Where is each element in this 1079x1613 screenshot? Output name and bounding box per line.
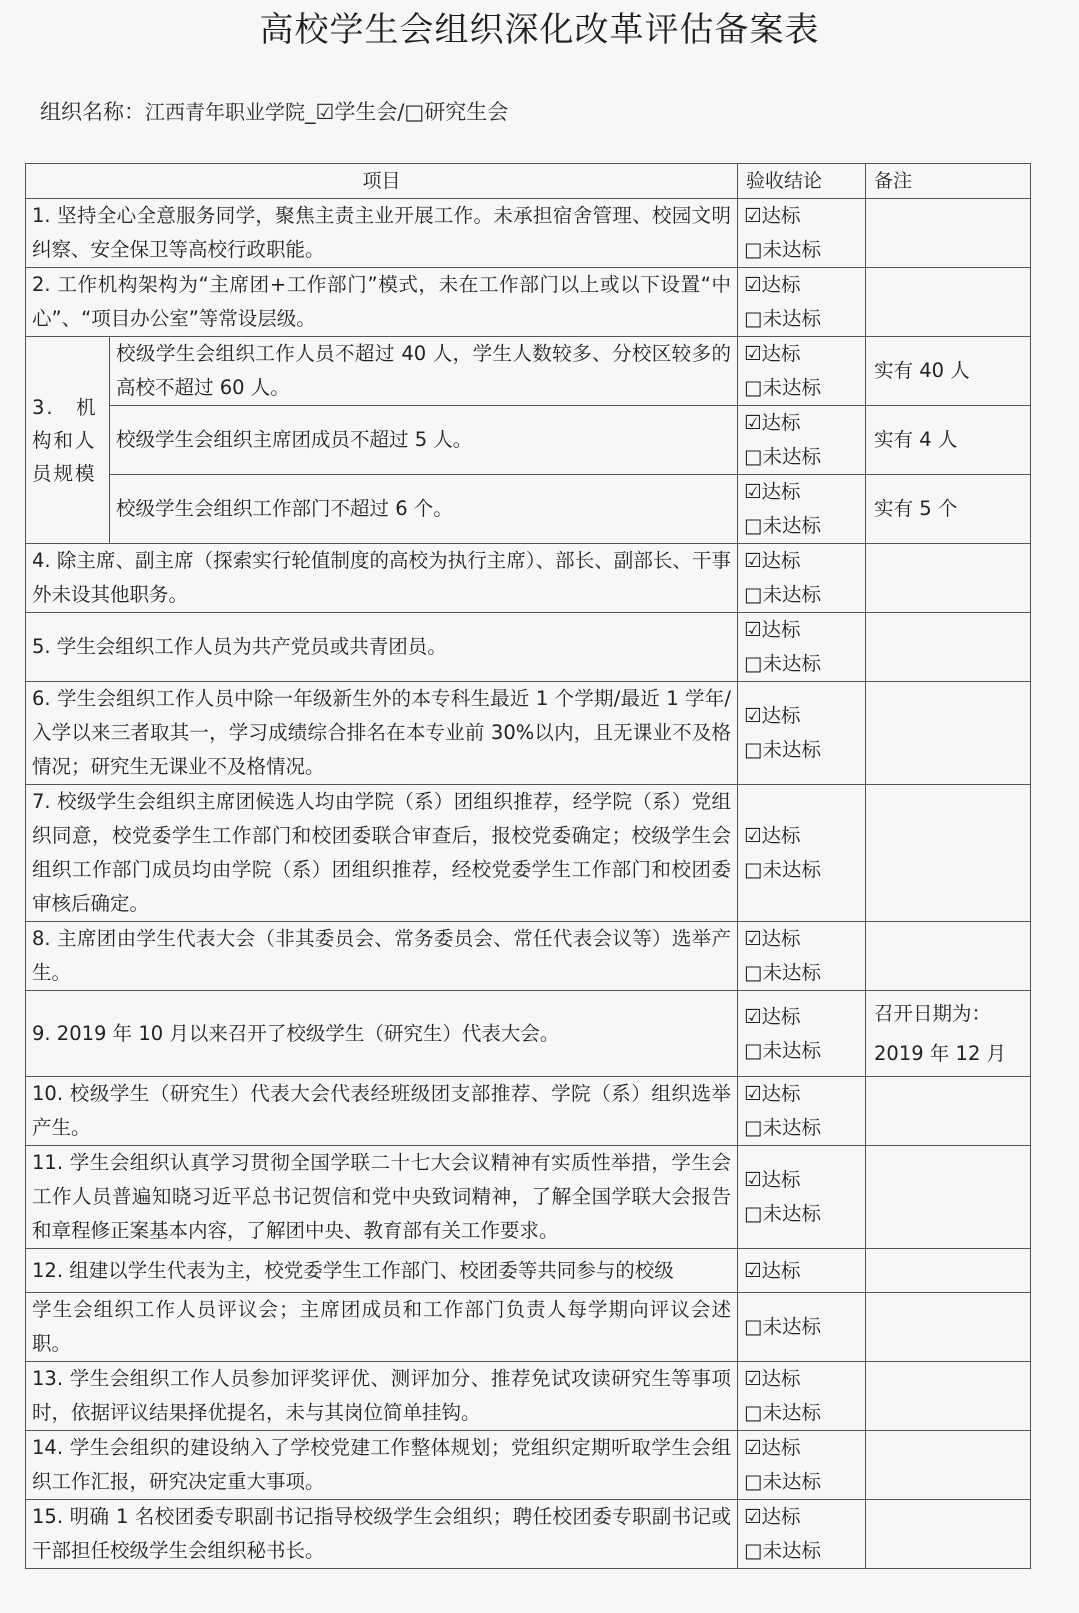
check-option-pass[interactable]: ☑达标	[744, 1082, 801, 1105]
conclusion-cell	[738, 1431, 866, 1500]
conclusion-cell	[738, 199, 866, 268]
note-cell	[866, 1146, 1031, 1249]
org-name: 江西青年职业学院	[145, 100, 305, 124]
table-row	[26, 922, 1031, 991]
check-option-fail[interactable]: □未达标	[744, 1202, 821, 1225]
check-option-pass[interactable]: ☑达标	[744, 618, 801, 641]
note-cell: 召开日期为：2019 年 12 月	[866, 991, 1031, 1077]
check-option-fail[interactable]: □未达标	[744, 961, 821, 984]
check-option-fail[interactable]: □未达标	[744, 1470, 821, 1493]
check-option-pass[interactable]: ☑达标	[744, 1367, 801, 1390]
note-cell	[866, 785, 1031, 922]
table-row	[26, 1431, 1031, 1500]
check-option-pass[interactable]: ☑达标	[744, 273, 801, 296]
check-option-pass[interactable]: ☑达标	[744, 480, 801, 503]
check-option-fail[interactable]: □未达标	[744, 1038, 821, 1062]
org-label: 组织名称：	[40, 100, 145, 124]
check-option-fail[interactable]: □未达标	[744, 858, 821, 881]
table-row	[26, 613, 1031, 682]
check-option-pass[interactable]: ☑达标	[744, 824, 801, 847]
note-cell	[866, 199, 1031, 268]
conclusion-cell	[738, 785, 866, 922]
item-text-cell: 12. 组建以学生代表为主，校党委学生工作部门、校团委等共同参与的校级	[26, 1249, 738, 1293]
note-cell	[866, 1500, 1031, 1569]
note-cell	[866, 1362, 1031, 1431]
page-title: 高校学生会组织深化改革评估备案表	[259, 10, 820, 50]
item-text-cell: 9. 2019 年 10 月以来召开了校级学生（研究生）代表大会。	[26, 991, 738, 1077]
header-item: 项目	[26, 164, 738, 199]
check-option-pass[interactable]: ☑达标	[744, 1505, 801, 1528]
item-text-cell: 11. 学生会组织认真学习贯彻全国学联二十七大会议精神有实质性举措，学生会工作人员普遍知晓习近平总书记贺信和党中央致词精神，了解全国学联大会报告和章程修正案基本内容，了解团中央、教育部有关工作要求。	[26, 1146, 738, 1249]
table-row	[26, 475, 1031, 544]
note-cell	[866, 1249, 1031, 1293]
table-row	[26, 1077, 1031, 1146]
table-header-row	[26, 164, 1031, 199]
conclusion-cell	[738, 682, 866, 785]
header-note: 备注	[866, 164, 1031, 199]
note-cell	[866, 922, 1031, 991]
check-option-fail[interactable]: □未达标	[744, 1401, 821, 1424]
note-cell: 实有 4 人	[866, 406, 1031, 475]
check-option-pass[interactable]: ☑达标	[744, 927, 801, 950]
table-row	[26, 991, 1031, 1077]
check-option-fail[interactable]: □未达标	[744, 376, 821, 399]
item-text-cell: 13. 学生会组织工作人员参加评奖评优、测评加分、推荐免试攻读研究生等事项时，依据评议结果择优提名，未与其岗位简单挂钩。	[26, 1362, 738, 1431]
item-text-cell: 2. 工作机构架构为“主席团+工作部门”模式，未在工作部门以上或以下设置“中心”、“项目办公室”等常设层级。	[26, 268, 738, 337]
table-row	[26, 337, 1031, 406]
conclusion-cell	[738, 922, 866, 991]
group-label-cell: 3. 机构和人员规模	[26, 337, 110, 544]
note-cell	[866, 1293, 1031, 1362]
table-row	[26, 1362, 1031, 1431]
check-option-fail[interactable]: □未达标	[744, 738, 821, 761]
check-option-pass[interactable]: ☑达标	[744, 204, 801, 227]
check-option-fail[interactable]: □未达标	[744, 1116, 821, 1139]
table-row	[26, 682, 1031, 785]
note-cell: 实有 5 个	[866, 475, 1031, 544]
note-cell	[866, 544, 1031, 613]
check-option-pass[interactable]: ☑达标	[744, 342, 801, 365]
assessment-table	[25, 163, 1031, 1569]
check-option-pass[interactable]: ☑达标	[744, 1004, 801, 1028]
note-cell: 实有 40 人	[866, 337, 1031, 406]
check-option-fail[interactable]: □未达标	[744, 652, 821, 675]
org-type: _☑学生会/□研究生会	[305, 100, 509, 124]
conclusion-cell	[738, 406, 866, 475]
conclusion-cell	[738, 1500, 866, 1569]
item-text-cell: 6. 学生会组织工作人员中除一年级新生外的本专科生最近 1 个学期/最近 1 学年/入学以来三者取其一，学习成绩综合排名在本专业前 30%以内，且无课业不及格情况；研究生无课业不及格情况。	[26, 682, 738, 785]
item-text-cell: 7. 校级学生会组织主席团候选人均由学院（系）团组织推荐，经学院（系）党组织同意，校党委学生工作部门和校团委联合审查后，报校党委确定；校级学生会组织工作部门成员均由学院（系）团组织推荐，经校党委学生工作部门和校团委审核后确定。	[26, 785, 738, 922]
note-cell	[866, 268, 1031, 337]
check-option-pass[interactable]: ☑达标	[744, 1436, 801, 1459]
check-option-pass[interactable]: ☑达标	[744, 1258, 801, 1282]
check-option-fail[interactable]: □未达标	[744, 1315, 821, 1338]
item-text-cell: 14. 学生会组织的建设纳入了学校党建工作整体规划；党组织定期听取学生会组织工作汇报，研究决定重大事项。	[26, 1431, 738, 1500]
conclusion-cell	[738, 1077, 866, 1146]
item-text-cell: 1. 坚持全心全意服务同学，聚焦主责主业开展工作。未承担宿舍管理、校园文明纠察、安全保卫等高校行政职能。	[26, 199, 738, 268]
conclusion-cell	[738, 1249, 866, 1293]
item-text-cell: 5. 学生会组织工作人员为共产党员或共青团员。	[26, 613, 738, 682]
table-row	[26, 1293, 1031, 1362]
check-option-pass[interactable]: ☑达标	[744, 549, 801, 572]
item-text-cell: 校级学生会组织工作部门不超过 6 个。	[110, 475, 738, 544]
conclusion-cell	[738, 1293, 866, 1362]
conclusion-cell	[738, 991, 866, 1077]
check-option-fail[interactable]: □未达标	[744, 1539, 821, 1562]
conclusion-cell	[738, 544, 866, 613]
check-option-fail[interactable]: □未达标	[744, 307, 821, 330]
check-option-fail[interactable]: □未达标	[744, 583, 821, 606]
table-row	[26, 1146, 1031, 1249]
check-option-fail[interactable]: □未达标	[744, 514, 821, 537]
check-option-pass[interactable]: ☑达标	[744, 1168, 801, 1191]
table-row	[26, 268, 1031, 337]
table-row	[26, 1500, 1031, 1569]
note-cell	[866, 682, 1031, 785]
table-row	[26, 544, 1031, 613]
conclusion-cell	[738, 1146, 866, 1249]
note-cell	[866, 1077, 1031, 1146]
check-option-fail[interactable]: □未达标	[744, 238, 821, 261]
check-option-pass[interactable]: ☑达标	[744, 704, 801, 727]
table-row	[26, 406, 1031, 475]
item-text-cell: 4. 除主席、副主席（探索实行轮值制度的高校为执行主席）、部长、副部长、干事外未设其他职务。	[26, 544, 738, 613]
conclusion-cell	[738, 1362, 866, 1431]
note-cell	[866, 613, 1031, 682]
note-cell	[866, 1431, 1031, 1500]
item-text-cell: 校级学生会组织工作人员不超过 40 人，学生人数较多、分校区较多的高校不超过 60 人。	[110, 337, 738, 406]
conclusion-cell	[738, 613, 866, 682]
conclusion-cell	[738, 337, 866, 406]
check-option-pass[interactable]: ☑达标	[744, 411, 801, 434]
table-row	[26, 785, 1031, 922]
item-text-cell: 10. 校级学生（研究生）代表大会代表经班级团支部推荐、学院（系）组织选举产生。	[26, 1077, 738, 1146]
item-text-cell: 8. 主席团由学生代表大会（非其委员会、常务委员会、常任代表会议等）选举产生。	[26, 922, 738, 991]
conclusion-cell	[738, 475, 866, 544]
table-row	[26, 199, 1031, 268]
item-text-cell: 学生会组织工作人员评议会；主席团成员和工作部门负责人每学期向评议会述职。	[26, 1293, 738, 1362]
table-row	[26, 1249, 1031, 1293]
item-text-cell: 校级学生会组织主席团成员不超过 5 人。	[110, 406, 738, 475]
conclusion-cell	[738, 268, 866, 337]
check-option-fail[interactable]: □未达标	[744, 445, 821, 468]
item-text-cell: 15. 明确 1 名校团委专职副书记指导校级学生会组织；聘任校团委专职副书记或干部担任校级学生会组织秘书长。	[26, 1500, 738, 1569]
header-conclusion: 验收结论	[738, 164, 866, 199]
org-line	[40, 96, 508, 126]
